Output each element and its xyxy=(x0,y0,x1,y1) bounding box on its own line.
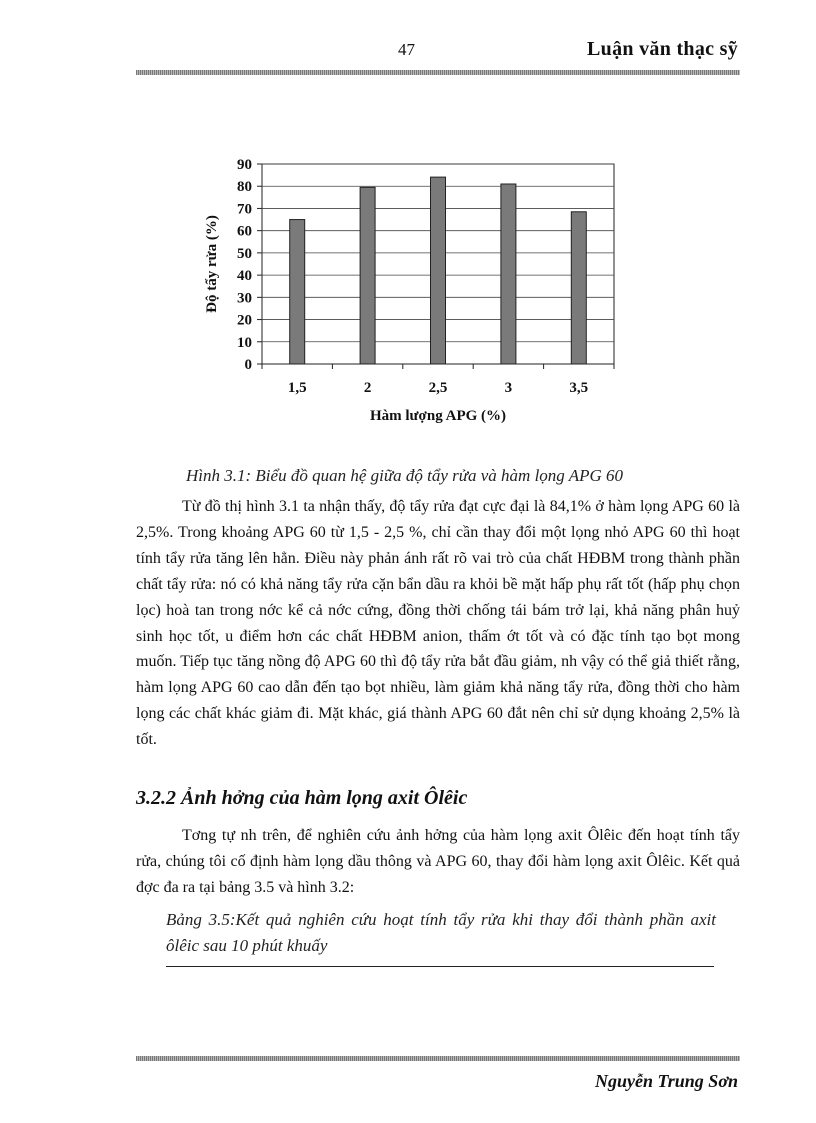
paragraph-2 xyxy=(136,823,740,901)
page-number: 47 xyxy=(398,40,415,59)
x-tick-label: 3 xyxy=(504,380,513,396)
y-axis-title: Độ tẩy rửa (%) xyxy=(204,215,220,313)
caption-rule xyxy=(166,966,714,967)
bar xyxy=(290,220,305,364)
bar-chart xyxy=(188,148,628,438)
y-tick-label: 0 xyxy=(244,357,252,373)
y-tick-label: 30 xyxy=(237,290,252,307)
y-tick-label: 10 xyxy=(237,334,252,351)
header-title: Luận văn thạc sỹ xyxy=(587,38,738,60)
y-tick-label: 20 xyxy=(237,312,252,329)
x-tick-label: 3,5 xyxy=(569,380,589,396)
x-tick-label: 1,5 xyxy=(287,380,307,396)
paragraph-1-text: Từ đồ thị hình 3.1 ta nhận thấy, độ tẩy rửa đạt cực đại là 84,1% ở hàm lọng APG 60 là 2,5%. Trong khoảng APG 60 từ 1,5 - 2,5 %, chỉ cần thay đổi một lọng nhỏ APG 60 thì hoạt tính tẩy rửa tăng lên hẳn. Điều này phản ánh rất rõ vai trò của chất HĐBM trong thành phần chất tẩy rửa: nó có khả năng tẩy rửa cặn bẩn dầu ra khỏi bề mặt hấp phụ rất tốt (hấp phụ chọn lọc) hoà tan trong nớc kể cả nớc cứng, đồng thời chống tái bám trở lại, khả năng phân huỷ sinh học tốt, u điểm hơn các chất HĐBM anion, thấm ớt tốt và có đặc tính tạo bọt mong muốn. Tiếp tục tăng nồng độ APG 60 thì độ tẩy rửa bắt đầu giảm, nh vậy có thể giả thiết rằng, hàm lọng APG 60 cao dẫn đến tạo bọt nhiều, làm giảm khả năng tẩy rửa, đồng thời cho hàm lọng các chất khác giảm đi. Mặt khác, giá thành APG 60 đắt nên chỉ sử dụng khoảng 2,5% là tốt. xyxy=(136,498,740,749)
footer-rule xyxy=(136,1056,740,1061)
bar xyxy=(431,177,446,364)
footer-author: Nguyễn Trung Sơn xyxy=(594,1071,738,1091)
header-rule xyxy=(136,70,740,75)
bar xyxy=(360,187,375,364)
chart-svg xyxy=(188,148,628,438)
y-tick-label: 90 xyxy=(237,157,252,173)
x-tick-label: 2 xyxy=(363,380,372,396)
y-tick-label: 80 xyxy=(237,179,252,196)
x-axis-title: Hàm lượng APG (%) xyxy=(369,408,507,424)
paragraph-1 xyxy=(136,494,740,753)
table-caption: Bảng 3.5:Kết quả nghiên cứu hoạt tính tẩy rửa khi thay đổi thành phần axit ôlêic sau 10 phút khuấy xyxy=(166,910,716,955)
paragraph-2-text: Tơng tự nh trên, để nghiên cứu ảnh hởng của hàm lọng axit Ôlêic đến hoạt tính tẩy rửa, chúng tôi cố định hàm lọng dầu thông và APG 60, thay đổi hàm lọng axit Ôlêic. Kết quả đợc đa ra tại bảng 3.5 và hình 3.2: xyxy=(136,827,740,896)
x-tick-label: 2,5 xyxy=(428,380,448,396)
y-tick-label: 60 xyxy=(237,223,252,240)
section-heading: 3.2.2 Ảnh hởng của hàm lọng axit Ôlêic xyxy=(136,787,468,809)
y-tick-label: 40 xyxy=(237,268,252,285)
y-tick-label: 70 xyxy=(237,201,252,218)
y-tick-label: 50 xyxy=(237,245,252,262)
bar xyxy=(501,184,516,364)
bar xyxy=(571,212,586,364)
figure-caption: Hình 3.1: Biểu đồ quan hệ giữa độ tẩy rửa và hàm lọng APG 60 xyxy=(186,466,624,485)
